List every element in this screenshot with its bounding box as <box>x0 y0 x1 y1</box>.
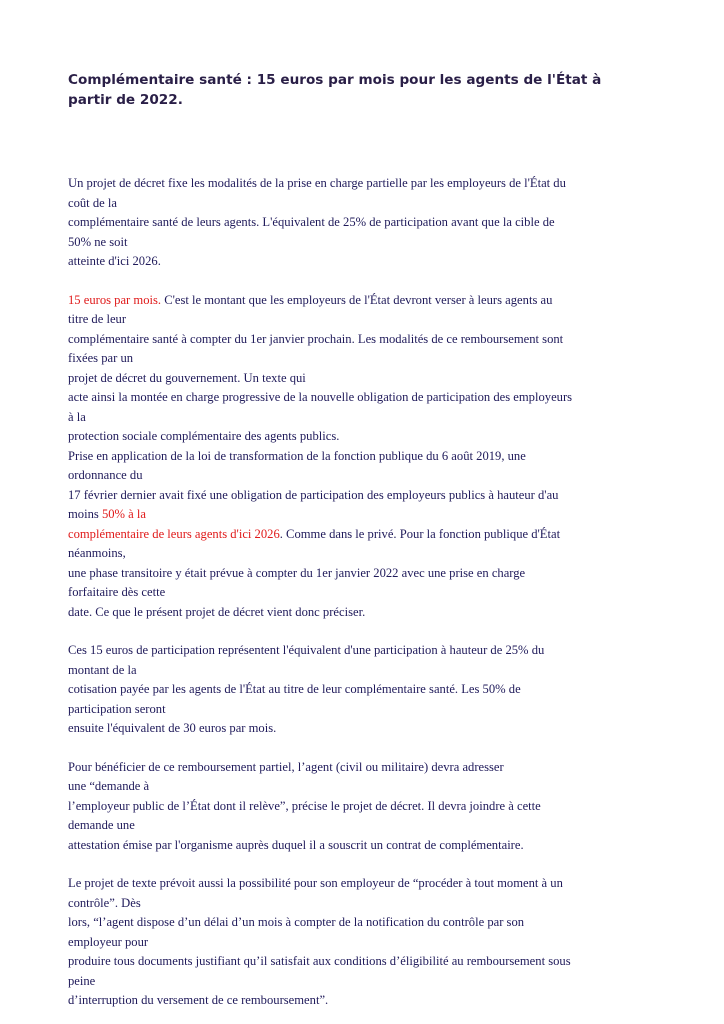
text-fragment: moins <box>68 507 102 521</box>
text-line: titre de leur <box>68 312 127 326</box>
text-line: 17 février dernier avait fixé une obligation de participation des employeurs publics à hauteur d'au <box>68 487 559 502</box>
title-line: Complémentaire santé : 15 euros par mois pour les agents de l'État à <box>68 72 602 88</box>
text-line: une phase transitoire y était prévue à compter du 1er janvier 2022 avec une prise en charge <box>68 565 526 580</box>
text-line: néanmoins, <box>68 546 126 560</box>
text-line <box>68 525 668 545</box>
article-body <box>68 174 668 1011</box>
text-line: lors, “l’agent dispose d’un délai d’un mois à compter de la notification du contrôle par son <box>68 915 525 929</box>
text-fragment: . Comme dans le privé. Pour la fonction publique d'État <box>279 526 561 541</box>
text-line: Pour bénéficier de ce remboursement partiel, l’agent (civil ou militaire) devra adresser <box>68 759 504 774</box>
text-line: peine <box>68 973 96 988</box>
article-title <box>68 70 668 110</box>
text-line: attestation émise par l'organisme auprès duquel il a souscrit un contrat de complémentaire. <box>68 837 524 852</box>
text-line: projet de décret du gouvernement. Un texte qui <box>68 370 306 385</box>
text-line: Le projet de texte prévoit aussi la possibilité pour son employeur de “procéder à tout moment à un <box>68 876 563 890</box>
text-line: Ces 15 euros de participation représentent l'équivalent d'une participation à hauteur de 25% du <box>68 643 545 657</box>
text-line: complémentaire santé de leurs agents. L'équivalent de 25% de participation avant que la cible de <box>68 215 555 229</box>
text-line: ordonnance du <box>68 468 143 482</box>
text-line: fixées par un <box>68 351 134 365</box>
highlight-text: complémentaire de leurs agents d'ici 2026 <box>68 526 280 541</box>
text-line: atteinte d'ici 2026. <box>68 254 161 268</box>
paragraph-intro <box>68 174 668 272</box>
text-line: cotisation payée par les agents de l'État au titre de leur complémentaire santé. Les 50% de <box>68 682 521 696</box>
text-line: montant de la <box>68 662 137 677</box>
text-line: protection sociale complémentaire des agents publics. <box>68 429 340 443</box>
paragraph-main <box>68 291 668 623</box>
text-line: employeur pour <box>68 934 149 949</box>
text-line: coût de la <box>68 195 117 210</box>
text-line: participation seront <box>68 701 166 716</box>
text-line <box>68 291 668 311</box>
paragraph-request <box>68 758 668 856</box>
text-line: demande une <box>68 818 135 832</box>
text-line: Prise en application de la loi de transformation de la fonction publique du 6 août 2019, une <box>68 448 526 463</box>
paragraph-control <box>68 874 668 1011</box>
text-fragment: C'est le montant que les employeurs de l'État devront verser à leurs agents au <box>161 292 553 307</box>
text-line: 50% ne soit <box>68 234 128 249</box>
title-line: partir de 2022. <box>68 92 183 108</box>
highlight-text: 15 euros par mois. <box>68 292 162 307</box>
text-line: l’employeur public de l’État dont il relève”, précise le projet de décret. Il devra joindre à cette <box>68 798 541 813</box>
text-line <box>68 505 668 525</box>
text-line: produire tous documents justifiant qu’il satisfait aux conditions d’éligibilité au remboursement sous <box>68 954 571 968</box>
paragraph-participation <box>68 641 668 739</box>
text-line: ensuite l'équivalent de 30 euros par mois. <box>68 721 277 735</box>
text-line: acte ainsi la montée en charge progressive de la nouvelle obligation de participation des employeurs <box>68 390 573 404</box>
text-line: date. Ce que le présent projet de décret vient donc préciser. <box>68 604 366 619</box>
text-line: à la <box>68 409 86 424</box>
text-line: d’interruption du versement de ce remboursement”. <box>68 993 329 1007</box>
text-line: Un projet de décret fixe les modalités de la prise en charge partielle par les employeurs de l'État du <box>68 176 566 190</box>
text-line: contrôle”. Dès <box>68 895 141 910</box>
text-line: forfaitaire dès cette <box>68 585 166 599</box>
highlight-text: 50% à la <box>101 507 147 521</box>
text-line: une “demande à <box>68 779 150 793</box>
text-line: complémentaire santé à compter du 1er janvier prochain. Les modalités de ce remboursement sont <box>68 331 564 346</box>
